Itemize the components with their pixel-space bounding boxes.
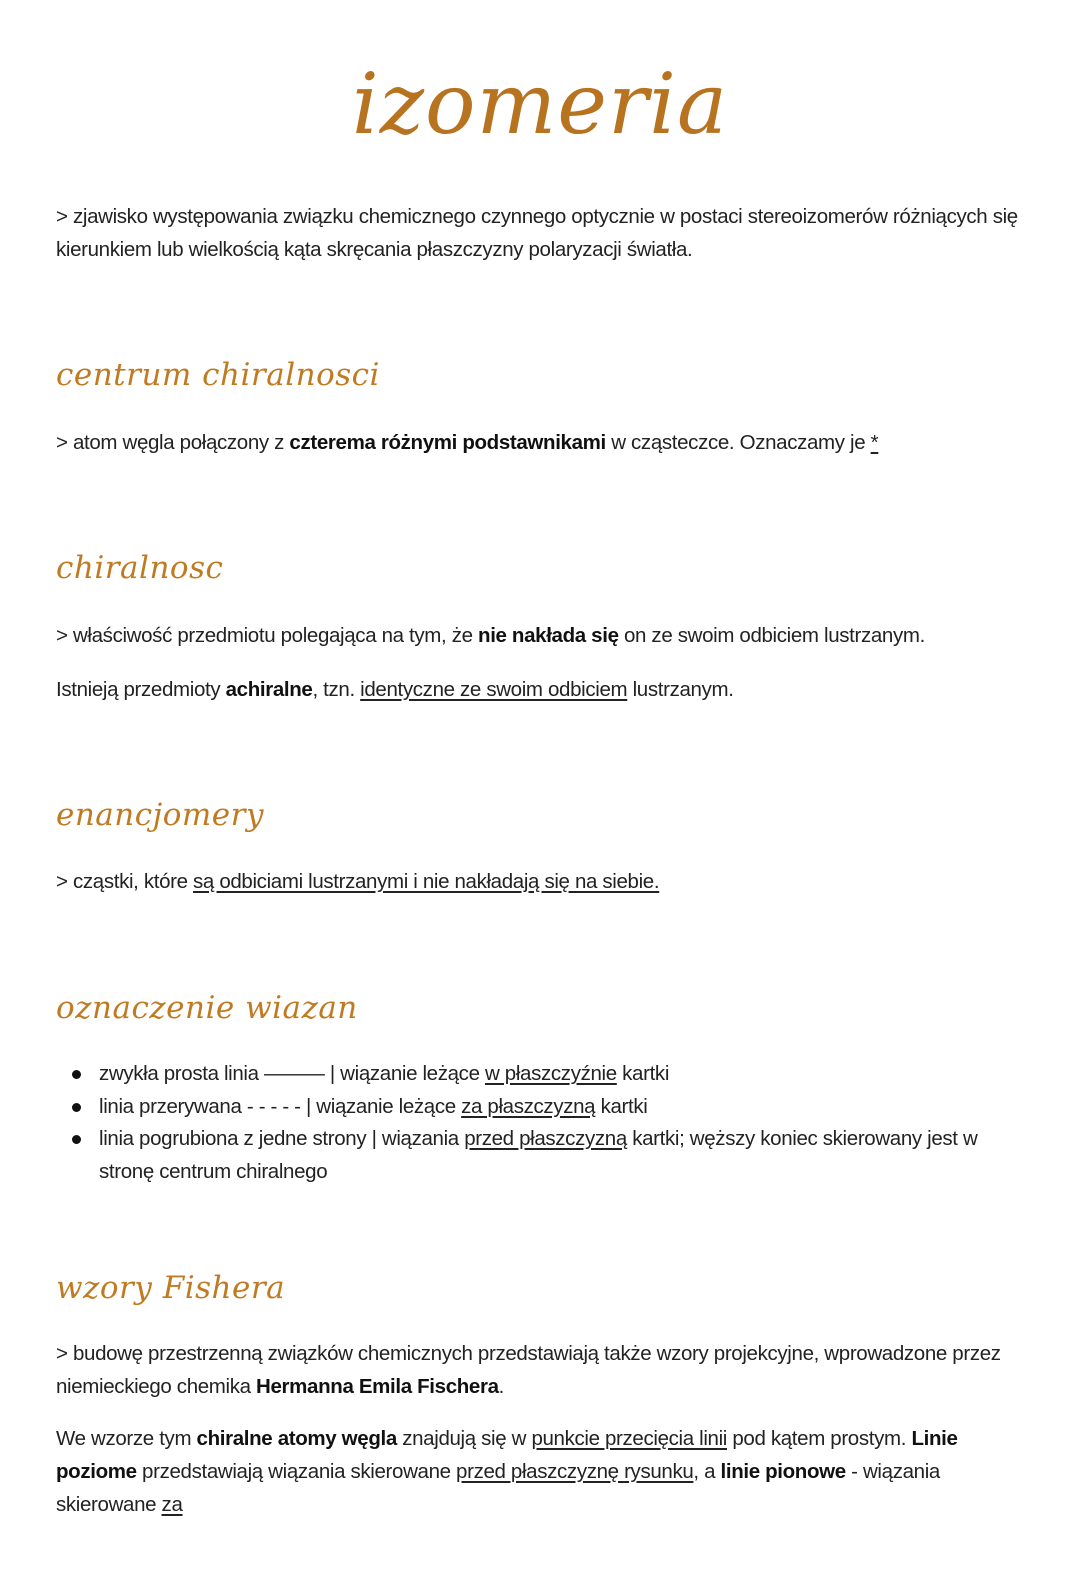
text: .	[498, 1375, 505, 1398]
text: znajdują się w	[396, 1427, 532, 1450]
underlined-text: identyczne ze swoim odbiciem	[360, 678, 628, 701]
text: linia przerywana - - - - - | wiązanie leżące	[99, 1094, 462, 1118]
text: kartki	[595, 1094, 648, 1118]
text: > budowę przestrzenną związków chemicznych przedstawiają także wzory projekcyjne, wprowadzone przez niemieckiego chemika	[56, 1342, 1001, 1398]
list-item	[56, 1058, 1031, 1091]
text: kartki; węższy koniec skierowany jest w stronę centrum chiralnego	[99, 1127, 978, 1183]
heading-centrum-chiralnosci: centrum chiralnosci	[56, 357, 380, 393]
heading-oznaczenie-wiazan: oznaczenie wiazan	[56, 990, 358, 1026]
underlined-text: przed płaszczyzną	[464, 1127, 627, 1150]
list-item	[56, 1123, 1031, 1188]
bold-term: czterema różnymi podstawnikami	[289, 431, 606, 454]
bond-notation-list	[56, 1058, 1031, 1188]
underlined-text: punkcie przecięcia linii	[531, 1427, 728, 1450]
chiralnosc-paragraph-1	[56, 619, 1031, 652]
fisher-paragraph-2	[56, 1422, 1031, 1521]
bold-term: chiralne atomy węgla	[196, 1427, 397, 1450]
bullet-icon	[72, 1070, 81, 1079]
text: pod kątem prostym.	[727, 1427, 912, 1450]
text: w cząsteczce. Oznaczamy je	[605, 431, 871, 454]
underlined-text: za	[161, 1493, 183, 1516]
enancjomery-paragraph	[56, 865, 1031, 898]
text: - wiązania skierowane	[56, 1460, 940, 1516]
text: Istnieją przedmioty	[56, 678, 226, 701]
text: , tzn.	[312, 678, 361, 701]
star-symbol: *	[870, 431, 879, 454]
bold-term: Hermanna Emila Fischera	[256, 1375, 499, 1398]
bullet-icon	[72, 1135, 81, 1144]
underlined-text: za płaszczyzną	[461, 1094, 596, 1118]
fisher-paragraph-1	[56, 1337, 1031, 1403]
bold-term: nie nakłada się	[478, 624, 619, 647]
text: We wzorze tym	[56, 1427, 197, 1450]
page-title: izomeria	[351, 55, 729, 153]
text: lustrzanym.	[627, 678, 734, 701]
bold-term: achiralne	[225, 678, 313, 701]
text: > właściwość przedmiotu polegająca na tym, że	[56, 624, 479, 647]
text: > atom węgla połączony z	[56, 431, 290, 454]
intro-paragraph: > zjawisko występowania związku chemicznego czynnego optycznie w postaci stereoizomerów różniących się kierunkiem lub wielkością kąta skręcania płaszczyzny polaryzacji światła.	[56, 205, 1018, 261]
text: kartki	[616, 1062, 670, 1085]
text: przedstawiają wiązania skierowane	[136, 1460, 457, 1483]
heading-enancjomery: enancjomery	[56, 797, 264, 833]
heading-wzory-fishera: wzory Fishera	[56, 1270, 286, 1306]
text: zwykła prosta linia ——— | wiązanie leżące	[99, 1062, 485, 1085]
text: , a	[693, 1460, 721, 1483]
underlined-text: w płaszczyźnie	[484, 1062, 617, 1085]
bold-term: Linie poziome	[56, 1427, 958, 1483]
heading-chiralnosc: chiralnosc	[56, 550, 224, 586]
underlined-text: są odbiciami lustrzanymi i nie nakładają się na siebie.	[193, 870, 660, 893]
underlined-text: przed płaszczyznę rysunku	[456, 1460, 694, 1483]
chiralnosc-paragraph-2	[56, 673, 1031, 706]
centrum-paragraph	[56, 426, 1031, 459]
text: linia pogrubiona z jedne strony | wiązania	[99, 1127, 465, 1150]
text: > cząstki, które	[56, 870, 194, 893]
bullet-icon	[72, 1103, 81, 1112]
bold-term: linie pionowe	[720, 1460, 846, 1483]
list-item	[56, 1091, 1031, 1124]
text: on ze swoim odbiciem lustrzanym.	[618, 624, 925, 647]
